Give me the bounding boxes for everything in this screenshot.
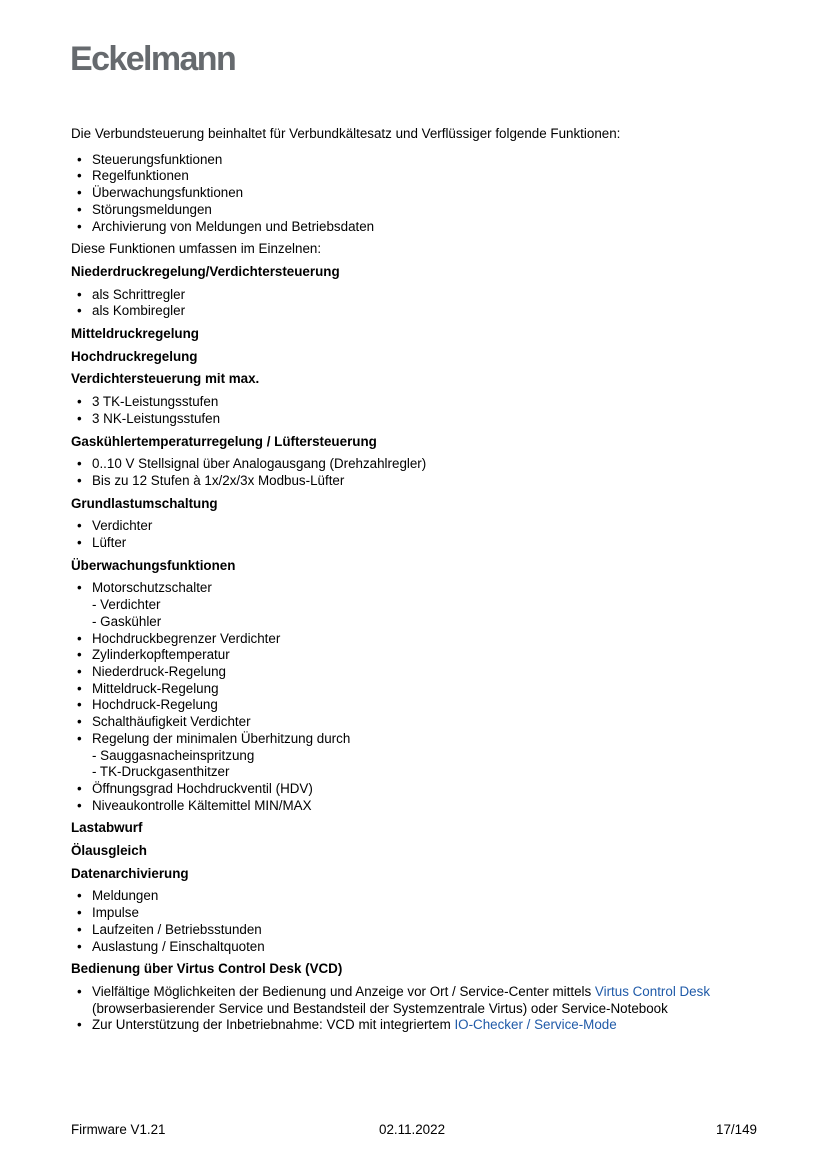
list-item: • Steuerungsfunktionen: [71, 152, 761, 169]
list-item: • Impulse: [71, 905, 761, 922]
heading-mitteldruck: Mitteldruckregelung: [71, 326, 199, 342]
detail-intro: Diese Funktionen umfassen im Einzelnen:: [71, 241, 322, 257]
heading-hochdruck: Hochdruckregelung: [71, 348, 198, 364]
heading-gaskuehler: Gaskühlertemperaturregelung / Lüftersteuerung: [71, 433, 377, 449]
list-item: • Hochdruckbegrenzer Verdichter: [71, 631, 761, 648]
document-body: [71, 126, 761, 1040]
list-item: • 3 TK-Leistungsstufen: [71, 394, 761, 411]
list-item-label: • Motorschutzschalter: [92, 580, 212, 596]
list-item-text: Zur Unterstützung der Inbetriebnahme: VCD mit integriertem: [92, 1017, 455, 1033]
heading-grundlast: Grundlastumschaltung: [71, 495, 218, 511]
list-item: • Störungsmeldungen: [71, 202, 761, 219]
list-item: • Meldungen: [71, 888, 761, 905]
list-item-text: (browserbasierender Service und Bestandsteil der Systemzentrale Virtus) oder Service-Notebook: [92, 1000, 668, 1016]
sub-item: - Gaskühler: [92, 613, 162, 629]
list-item: • als Schrittregler: [71, 287, 761, 304]
list-item: • Mitteldruck-Regelung: [71, 681, 761, 698]
sub-item: - Verdichter: [92, 597, 161, 613]
heading-vcd: Bedienung über Virtus Control Desk (VCD): [71, 961, 343, 977]
niederdruck-list: [71, 287, 761, 320]
list-item: • Schalthäufigkeit Verdichter: [71, 714, 761, 731]
sub-item: - Sauggasnacheinspritzung: [92, 747, 255, 763]
heading-verdichter-max: Verdichtersteuerung mit max.: [71, 371, 260, 387]
list-item: [71, 984, 761, 1017]
page-footer: [71, 1122, 757, 1140]
io-checker-link[interactable]: IO-Checker / Service-Mode: [454, 1017, 617, 1033]
ueberwachung-list: [71, 580, 761, 814]
list-item: • Verdichter: [71, 518, 761, 535]
heading-ueberwachung: Überwachungsfunktionen: [71, 557, 236, 573]
sub-item: - TK-Druckgasenthitzer: [92, 764, 230, 780]
functions-list: [71, 152, 761, 236]
gaskuehler-list: [71, 456, 761, 489]
heading-oelausgleich: Ölausgleich: [71, 843, 147, 859]
list-item: [71, 731, 761, 781]
list-item: • Archivierung von Meldungen und Betriebsdaten: [71, 219, 761, 236]
eckelmann-logo: Eckelmann: [70, 40, 236, 78]
list-item: • Hochdruck-Regelung: [71, 697, 761, 714]
list-item: • Bis zu 12 Stufen à 1x/2x/3x Modbus-Lüfter: [71, 473, 761, 490]
list-item: • Regelfunktionen: [71, 168, 761, 185]
vcd-list: [71, 984, 761, 1034]
grundlast-list: [71, 518, 761, 551]
page-number: 17/149: [716, 1122, 757, 1137]
list-item: [71, 1017, 761, 1034]
heading-lastabwurf: Lastabwurf: [71, 820, 143, 836]
intro-text: Die Verbundsteuerung beinhaltet für Verbundkältesatz und Verflüssiger folgende Funktionen:: [71, 126, 621, 141]
list-item: • Niveaukontrolle Kältemittel MIN/MAX: [71, 798, 761, 815]
heading-datenarchivierung: Datenarchivierung: [71, 865, 189, 881]
heading-niederdruck: Niederdruckregelung/Verdichtersteuerung: [71, 263, 340, 279]
list-item: • Zylinderkopftemperatur: [71, 647, 761, 664]
list-item: • Niederdruck-Regelung: [71, 664, 761, 681]
verdichter-max-list: [71, 394, 761, 427]
list-item-label: • Regelung der minimalen Überhitzung durch: [92, 730, 351, 746]
list-item: [71, 580, 761, 630]
list-item: • Auslastung / Einschaltquoten: [71, 939, 761, 956]
list-item: • 0..10 V Stellsignal über Analogausgang (Drehzahlregler): [71, 456, 761, 473]
list-item: • Überwachungsfunktionen: [71, 185, 761, 202]
document-date: 02.11.2022: [379, 1122, 446, 1137]
list-item-text: Vielfältige Möglichkeiten der Bedienung und Anzeige vor Ort / Service-Center mittels: [92, 983, 595, 999]
list-item: • Laufzeiten / Betriebsstunden: [71, 922, 761, 939]
list-item: • als Kombiregler: [71, 303, 761, 320]
datenarchiv-list: [71, 888, 761, 955]
list-item: • 3 NK-Leistungsstufen: [71, 411, 761, 428]
firmware-version: Firmware V1.21: [71, 1122, 166, 1137]
virtus-control-desk-link[interactable]: Virtus Control Desk: [594, 983, 711, 999]
list-item: • Öffnungsgrad Hochdruckventil (HDV): [71, 781, 761, 798]
list-item: • Lüfter: [71, 535, 761, 552]
